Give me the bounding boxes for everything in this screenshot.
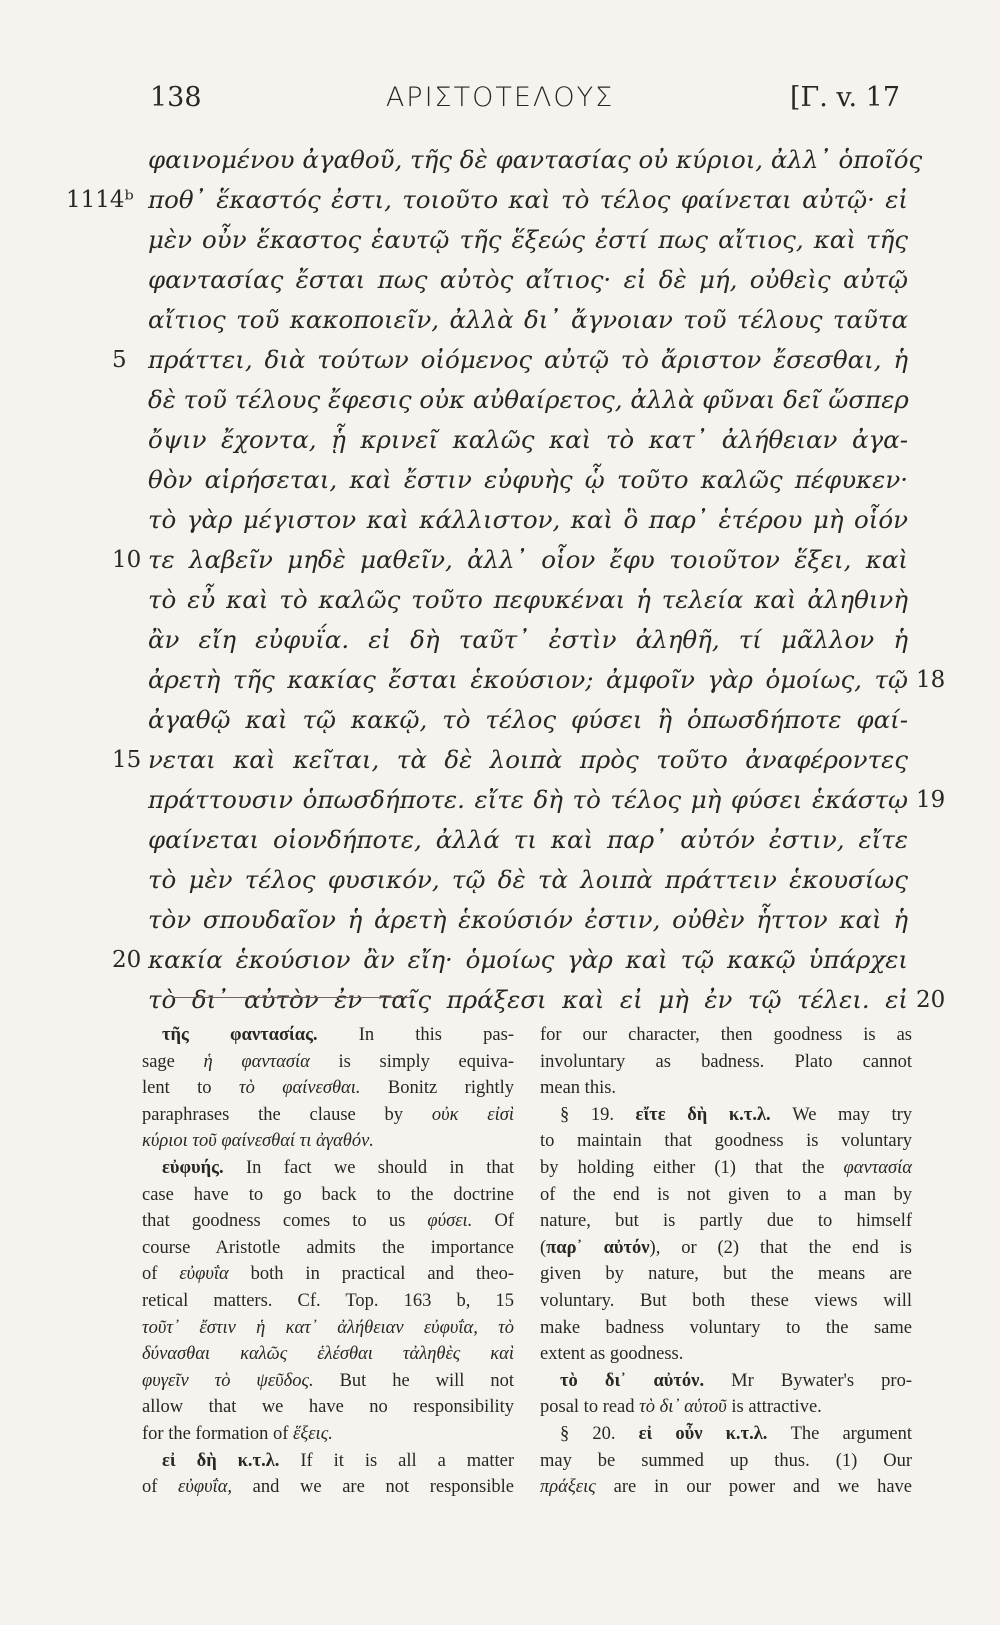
note-line <box>540 1235 912 1262</box>
commentary-right-column <box>540 1022 912 1501</box>
text-line <box>0 980 1000 1020</box>
text-line <box>0 460 1000 500</box>
note-line <box>142 1182 514 1209</box>
text-line <box>0 700 1000 740</box>
note-lemma: εἰ δὴ κ.τ.λ. <box>162 1450 280 1471</box>
line-number: 20 <box>112 947 142 973</box>
line-text: ὄψιν ἔχοντα, ᾗ κρινεῖ καλῶς καὶ τὸ κατ᾽ ἀλήθειαν ἀγα- <box>148 425 908 454</box>
note-text: case have to go back to the doctrine <box>142 1184 514 1205</box>
text-line <box>0 420 1000 460</box>
note-text: are in our power and we have <box>595 1477 912 1498</box>
note-line <box>142 1288 514 1315</box>
note-line <box>540 1182 912 1209</box>
note-text: involuntary as badness. Plato cannot <box>540 1051 912 1072</box>
note-lemma: εὐφυής. <box>162 1157 224 1178</box>
note-text: mean this. <box>540 1078 617 1099</box>
text-line <box>0 380 1000 420</box>
note-line <box>540 1075 912 1102</box>
line-text: τε λαβεῖν μηδὲ μαθεῖν, ἀλλ᾽ οἷον ἔφυ τοιοῦτον ἕξει, καὶ <box>148 545 908 574</box>
line-text: πράττουσιν ὁπωσδήποτε. εἴτε δὴ τὸ τέλος μὴ φύσει ἑκάστῳ <box>148 785 908 814</box>
note-text: given by nature, but the means are <box>540 1264 912 1285</box>
text-line <box>0 780 1000 820</box>
note-text: ), or (2) that the end is <box>649 1237 912 1258</box>
text-line <box>0 820 1000 860</box>
text-line <box>0 300 1000 340</box>
note-line <box>540 1022 912 1049</box>
note-line <box>540 1315 912 1342</box>
note-line <box>540 1341 912 1368</box>
note-line <box>142 1261 514 1288</box>
note-line <box>142 1421 514 1448</box>
note-text: lent to <box>142 1078 239 1099</box>
line-text: μὲν οὖν ἕκαστος ἑαυτῷ τῆς ἕξεώς ἐστί πως αἴτιος, καὶ τῆς <box>148 225 908 254</box>
note-text: But he will not <box>313 1370 514 1391</box>
note-text: Bonitz rightly <box>360 1078 514 1099</box>
text-line <box>0 740 1000 780</box>
note-text: make badness voluntary to the same <box>540 1317 912 1338</box>
section-number: 20 <box>916 987 946 1013</box>
note-line <box>540 1261 912 1288</box>
note-text: to maintain that goodness is voluntary <box>540 1131 912 1152</box>
greek-quote: κύριοι τοῦ φαίνεσθαί τι ἀγαθόν. <box>142 1131 374 1152</box>
line-number: 5 <box>112 347 127 373</box>
note-text: Of <box>472 1211 514 1232</box>
note-line <box>540 1394 912 1421</box>
greek-quote: εὐφυΐα <box>179 1264 229 1285</box>
note-text: voluntary. But both these views will <box>540 1290 912 1311</box>
greek-quote: ἡ φαντασία <box>203 1051 310 1072</box>
greek-quote: οὐκ εἰσὶ <box>431 1104 514 1125</box>
note-text: In this pas- <box>317 1025 514 1045</box>
note-line <box>540 1448 912 1475</box>
line-text: τὸ εὖ καὶ τὸ καλῶς τοῦτο πεφυκέναι ἡ τελεία καὶ ἀληθινὴ <box>148 585 908 614</box>
note-text: by holding either (1) that the <box>540 1157 844 1178</box>
line-text: φαίνεται οἱονδήποτε, ἀλλά τι καὶ παρ᾽ αὐτόν ἐστιν, εἴτε <box>148 825 908 854</box>
line-text: φαινομένου ἀγαθοῦ, τῆς δὲ φαντασίας οὐ κύριοι, ἀλλ᾽ ὁποῖός <box>148 145 923 174</box>
line-text: ἀγαθῷ καὶ τῷ κακῷ, τὸ τέλος φύσει ἢ ὁπωσδήποτε φαί- <box>148 705 908 734</box>
note-lemma: εἰ οὖν κ.τ.λ. <box>638 1423 768 1444</box>
note-text: retical matters. Cf. Top. 163 b, 15 <box>142 1290 514 1311</box>
greek-quote: τοῦτ᾽ ἔστιν ἡ κατ᾽ ἀλήθειαν εὐφυΐα, τὸ <box>142 1317 514 1338</box>
note-line <box>142 1049 514 1076</box>
section-reference: [Γ. v. 17 <box>790 82 901 113</box>
line-text: τὸ μὲν τέλος φυσικόν, τῷ δὲ τὰ λοιπὰ πράττειν ἑκουσίως <box>148 865 908 894</box>
note-text: is attractive. <box>726 1397 822 1418</box>
note-lemma: τῆς φαντασίας. <box>162 1025 318 1045</box>
note-text: of <box>142 1264 180 1285</box>
text-line <box>0 900 1000 940</box>
line-text: τὸ δι᾽ αὐτὸν ἐν ταῖς πράξεσι καὶ εἰ μὴ ἐν τῷ τέλει. εἰ <box>148 985 908 1014</box>
note-lemma: παρ᾽ αὐτόν <box>546 1237 650 1258</box>
greek-quote: πράξεις <box>540 1477 596 1498</box>
text-line <box>0 620 1000 660</box>
line-text: κακία ἑκούσιον ἂν εἴη· ὁμοίως γὰρ καὶ τῷ κακῷ ὑπάρχει <box>148 945 908 974</box>
line-number: 10 <box>112 547 142 573</box>
note-text: § 19. <box>560 1104 636 1125</box>
note-text: In fact we should in that <box>223 1157 514 1178</box>
note-line <box>142 1022 514 1049</box>
note-line <box>540 1128 912 1155</box>
note-text: that goodness comes to us <box>142 1211 428 1232</box>
page-number: 138 <box>150 82 202 113</box>
note-line <box>540 1474 912 1501</box>
line-number: 1114ᵇ <box>66 187 134 213</box>
note-line <box>540 1049 912 1076</box>
greek-quote: τὸ δι᾽ αὑτοῦ <box>639 1397 727 1418</box>
note-text: of <box>142 1477 179 1498</box>
note-text: is simply equiva- <box>309 1051 515 1072</box>
note-line <box>540 1368 912 1395</box>
running-title: ΑΡΙΣΤΟΤΕΛΟΥΣ <box>385 82 615 113</box>
note-lemma: τὸ δι᾽ αὐτόν. <box>560 1370 705 1391</box>
greek-quote: φυγεῖν τὸ ψεῦδος. <box>142 1370 314 1391</box>
note-text: and we are not responsible <box>232 1477 514 1498</box>
text-line <box>0 580 1000 620</box>
note-line <box>142 1368 514 1395</box>
note-line <box>142 1394 514 1421</box>
note-text: may be summed up thus. (1) Our <box>540 1450 912 1471</box>
note-text: posal to read <box>540 1397 640 1418</box>
line-text: δὲ τοῦ τέλους ἔφεσις οὐκ αὐθαίρετος, ἀλλὰ φῦναι δεῖ ὥσπερ <box>148 385 909 414</box>
text-line <box>0 540 1000 580</box>
greek-quote: τὸ φαίνεσθαι. <box>238 1078 361 1099</box>
note-text: course Aristotle admits the importance <box>142 1237 514 1258</box>
text-line <box>0 860 1000 900</box>
line-text: ποθ᾽ ἕκαστός ἐστι, τοιοῦτο καὶ τὸ τέλος φαίνεται αὐτῷ· εἰ <box>148 185 908 214</box>
note-text: of the end is not given to a man by <box>540 1184 912 1205</box>
note-line <box>540 1102 912 1129</box>
note-text: We may try <box>770 1104 912 1125</box>
note-text: nature, but is partly due to himself <box>540 1211 912 1232</box>
text-line <box>0 140 1000 180</box>
line-text: τὸ γὰρ μέγιστον καὶ κάλλιστον, καὶ ὃ παρ᾽ ἑτέρου μὴ οἷόν <box>148 505 908 534</box>
text-line <box>0 660 1000 700</box>
text-line <box>0 220 1000 260</box>
note-text: extent as goodness. <box>540 1344 684 1365</box>
note-text: § 20. <box>560 1423 639 1444</box>
note-line <box>540 1155 912 1182</box>
section-number: 19 <box>916 787 946 813</box>
greek-quote: εὐφυΐα, <box>178 1477 233 1498</box>
note-text: for our character, then goodness is as <box>540 1025 912 1045</box>
note-line <box>540 1208 912 1235</box>
text-line <box>0 180 1000 220</box>
line-text: πράττει, διὰ τούτων οἰόμενος αὐτῷ τὸ ἄριστον ἔσεσθαι, ἡ <box>148 345 908 374</box>
text-line <box>0 940 1000 980</box>
note-text: both in practical and theo- <box>228 1264 514 1285</box>
footnote-divider <box>172 997 412 998</box>
greek-quote: φαντασία <box>843 1157 912 1178</box>
line-text: ἂν εἴη εὐφυΐα. εἰ δὴ ταῦτ᾽ ἐστὶν ἀληθῆ, τί μᾶλλον ἡ <box>148 625 908 654</box>
note-text: sage <box>142 1051 204 1072</box>
note-line <box>142 1474 514 1501</box>
text-line <box>0 340 1000 380</box>
note-line <box>540 1421 912 1448</box>
note-line <box>142 1155 514 1182</box>
commentary-left-column <box>142 1022 514 1501</box>
note-text: for the formation of <box>142 1423 294 1444</box>
note-text: Mr Bywater's pro- <box>704 1370 913 1391</box>
line-number: 15 <box>112 747 142 773</box>
greek-quote: δύνασθαι καλῶς ἑλέσθαι τἀληθὲς καὶ <box>142 1344 514 1365</box>
note-lemma: εἴτε δὴ κ.τ.λ. <box>635 1104 771 1125</box>
line-text: φαντασίας ἔσται πως αὐτὸς αἴτιος· εἰ δὲ μή, οὐθεὶς αὐτῷ <box>148 265 908 294</box>
line-text: αἴτιος τοῦ κακοποιεῖν, ἀλλὰ δι᾽ ἄγνοιαν τοῦ τέλους ταῦτα <box>148 305 908 334</box>
note-text: allow that we have no responsibility <box>142 1397 514 1418</box>
note-text: If it is all a matter <box>279 1450 514 1471</box>
note-line <box>142 1448 514 1475</box>
text-line <box>0 260 1000 300</box>
section-number: 18 <box>916 667 946 693</box>
note-text: The argument <box>767 1423 912 1444</box>
text-line <box>0 500 1000 540</box>
note-text: paraphrases the clause by <box>142 1104 432 1125</box>
line-text: ἀρετὴ τῆς κακίας ἔσται ἑκούσιον; ἀμφοῖν γὰρ ὁμοίως, τῷ <box>148 665 908 694</box>
greek-quote: φύσει. <box>427 1211 473 1232</box>
line-text: νεται καὶ κεῖται, τὰ δὲ λοιπὰ πρὸς τοῦτο ἀναφέροντες <box>148 745 908 774</box>
note-line <box>142 1208 514 1235</box>
line-text: τὸν σπουδαῖον ἡ ἀρετὴ ἑκούσιόν ἐστιν, οὐθὲν ἧττον καὶ ἡ <box>148 905 908 934</box>
note-line <box>142 1235 514 1262</box>
note-line <box>142 1128 514 1155</box>
note-line <box>142 1315 514 1342</box>
line-text: θὸν αἱρήσεται, καὶ ἔστιν εὐφυὴς ᾧ τοῦτο καλῶς πέφυκεν· <box>148 465 908 494</box>
greek-quote: ἕξεις. <box>293 1423 333 1444</box>
note-line <box>142 1075 514 1102</box>
note-line <box>142 1102 514 1129</box>
note-text: ( <box>540 1237 547 1258</box>
note-line <box>540 1288 912 1315</box>
note-line <box>142 1341 514 1368</box>
